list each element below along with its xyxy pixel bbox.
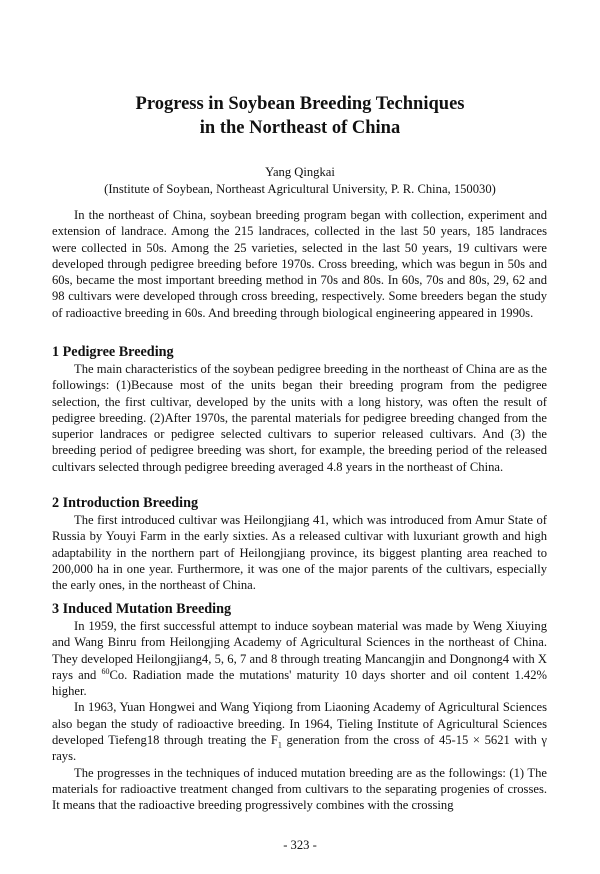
section-paragraph: The progresses in the techniques of induced mutation breeding are as the followings: (1) The materials for radioactive treatment changed from cultivars to the separating progenies of crosses. It means that the radioactive breeding progressively combines with the crossing	[52, 765, 547, 813]
section-heading: 1 Pedigree Breeding	[52, 344, 174, 360]
title-line-2: in the Northeast of China	[199, 118, 401, 138]
section-heading: 2 Introduction Breeding	[52, 495, 199, 511]
section-paragraph: The main characteristics of the soybean pedigree breeding in the northeast of China are as the followings: (1)Because most of the units began their breeding program from the pedigree selection, the first cultivar, developed by the units with a long history, was often the result of pedigree breeding. (2)After 1970s, the parental materials for pedigree breeding changed from the superior landraces or pedigree selected cultivars to superior released cultivars. And (3) the breeding period of pedigree breeding was short, for example, the breeding period of the released cultivars selected through pedigree breeding averaged 4.8 years in the northeast of China.	[52, 362, 547, 474]
section-introduction-breeding	[52, 494, 547, 593]
paragraph-text: generation from the cross of 45-15 × 5621 with γ rays.	[52, 733, 547, 764]
section-pedigree-breeding	[52, 343, 547, 475]
paragraph-text: In 1963, Yuan Hongwei and Wang Yiqiong from Liaoning Academy of Agricultural Sciences also began the study of radioactive breeding. In 1964, Tieling Institute of Agricultural Sciences developed Tiefeng18 through treating the F	[52, 700, 547, 748]
title-line-1: Progress in Soybean Breeding Techniques	[135, 94, 465, 114]
abstract	[52, 207, 547, 321]
author-name: Yang Qingkai	[265, 165, 335, 179]
paragraph-text: In 1959, the first successful attempt to induce soybean material was made by Weng Xiuying and Wang Binru from Heilongjing Academy of Agricultural Sciences in the northeast of China. They developed Heilongjiang4, 5, 6, 7 and 8 through treating Mancangjin and Dongnong4 with X rays and	[52, 619, 547, 682]
section-paragraph	[52, 618, 547, 699]
page-number: - 323 -	[283, 838, 317, 852]
superscript: 60	[101, 666, 110, 676]
author-affiliation: (Institute of Soybean, Northeast Agricultural University, P. R. China, 150030)	[104, 182, 496, 196]
paper-title	[0, 92, 600, 140]
author-block	[0, 164, 600, 198]
section-paragraph	[52, 699, 547, 764]
section-induced-mutation-breeding	[52, 600, 547, 814]
abstract-paragraph: In the northeast of China, soybean breeding program began with collection, experiment and extension of landrace. Among the 215 landraces, collected in the last 50 years, 185 landraces were collected in 50s. Among the 25 varieties, selected in the last 50 years, 19 cultivars were developed through pedigree breeding before 1970s. Cross breeding, which was begun in 50s and 60s, became the most important breeding method in 70s and 80s. In 60s, 70s and 80s, 29, 62 and 98 cultivars were developed through cross breeding, respectively. Some breeders began the study of radioactive breeding in 60s. And breeding through biological engineering appeared in 1990s.	[52, 208, 547, 320]
section-heading: 3 Induced Mutation Breeding	[52, 601, 232, 617]
subscript: 1	[277, 740, 282, 750]
paragraph-text: Co. Radiation made the mutations' maturity 10 days shorter and oil content 1.42% higher.	[52, 667, 547, 699]
section-paragraph: The first introduced cultivar was Heilongjiang 41, which was introduced from Amur State of Russia by Youyi Farm in the early sixties. As a released cultivar with luxuriant growth and high adaptability in the northern part of Heilongjiang province, its biggest planting area reached to 200,000 ha in one year. Furthermore, it was one of the major parents of the cultivars, especially the early ones, in the northeast of China.	[52, 513, 547, 593]
